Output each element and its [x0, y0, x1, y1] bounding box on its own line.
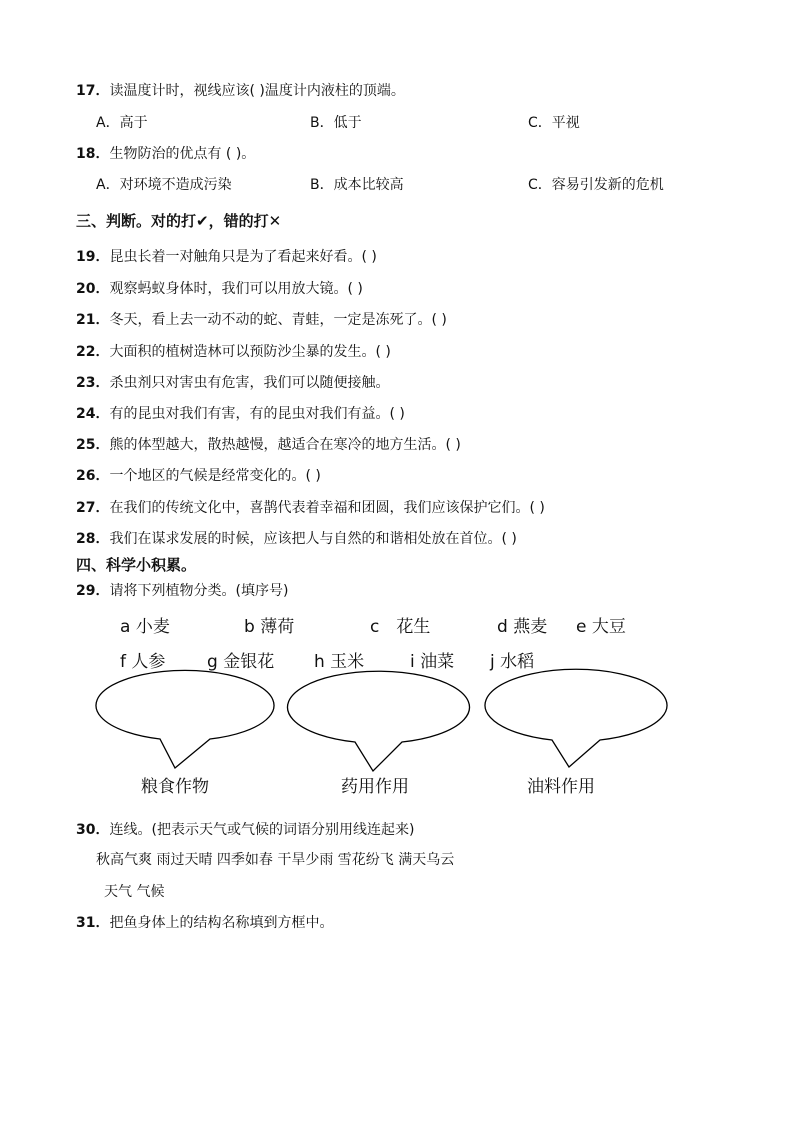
question-19: 19．昆虫长着一对触角只是为了看起来好看。( ) [76, 249, 377, 265]
q30-targets: 天气 气候 [104, 884, 165, 900]
q18-option-a[interactable]: A．对环境不造成污染 [96, 177, 232, 193]
q17-option-b[interactable]: B．低于 [310, 115, 362, 131]
category-grain: 粮食作物 [141, 777, 209, 797]
plant-j: j 水稻 [490, 652, 535, 672]
bubble-oil[interactable] [485, 669, 667, 767]
bubble-medicinal[interactable] [288, 671, 470, 771]
q18-option-c[interactable]: C．容易引发新的危机 [528, 177, 664, 193]
question-23: 23．杀虫剂只对害虫有危害，我们可以随便接触。 [76, 375, 390, 391]
question-29: 29．请将下列植物分类。(填序号) [76, 583, 289, 599]
plant-g: g 金银花 [207, 652, 275, 672]
question-21: 21．冬天，看上去一动不动的蛇、青蛙，一定是冻死了。( ) [76, 312, 447, 328]
plant-e: e 大豆 [576, 617, 626, 637]
category-medicinal: 药用作用 [341, 777, 409, 797]
q30-words: 秋高气爽 雨过天晴 四季如春 干旱少雨 雪花纷飞 满天乌云 [96, 852, 455, 868]
question-17: 17．读温度计时，视线应该( )温度计内液柱的顶端。 [76, 83, 405, 99]
question-18: 18．生物防治的优点有 ( )。 [76, 146, 256, 162]
section-3-heading: 三、判断。对的打✔，错的打✕ [76, 212, 282, 230]
plant-a: a 小麦 [120, 617, 170, 637]
plant-c: c 花生 [370, 617, 431, 637]
q17-option-a[interactable]: A．高于 [96, 115, 148, 131]
question-24: 24．有的昆虫对我们有害，有的昆虫对我们有益。( ) [76, 406, 405, 422]
plant-h: h 玉米 [314, 652, 365, 672]
question-26: 26．一个地区的气候是经常变化的。( ) [76, 468, 321, 484]
bubble-grain[interactable] [96, 670, 274, 768]
category-oil: 油料作用 [527, 777, 595, 797]
question-27: 27．在我们的传统文化中，喜鹊代表着幸福和团圆，我们应该保护它们。( ) [76, 500, 545, 516]
plant-i: i 油菜 [410, 652, 455, 672]
plant-f: f 人参 [120, 652, 166, 672]
question-25: 25．熊的体型越大，散热越慢，越适合在寒冷的地方生活。( ) [76, 437, 461, 453]
question-22: 22．大面积的植树造林可以预防沙尘暴的发生。( ) [76, 344, 391, 360]
question-31: 31．把鱼身体上的结构名称填到方框中。 [76, 915, 334, 931]
question-20: 20．观察蚂蚁身体时，我们可以用放大镜。( ) [76, 281, 363, 297]
plant-d: d 燕麦 [497, 617, 548, 637]
section-4-heading: 四、科学小积累。 [76, 556, 197, 574]
q18-option-b[interactable]: B．成本比较高 [310, 177, 404, 193]
question-28: 28．我们在谋求发展的时候，应该把人与自然的和谐相处放在首位。( ) [76, 531, 517, 547]
q17-option-c[interactable]: C．平视 [528, 115, 580, 131]
plant-b: b 薄荷 [244, 617, 295, 637]
question-30: 30．连线。(把表示天气或气候的词语分别用线连起来) [76, 822, 415, 838]
